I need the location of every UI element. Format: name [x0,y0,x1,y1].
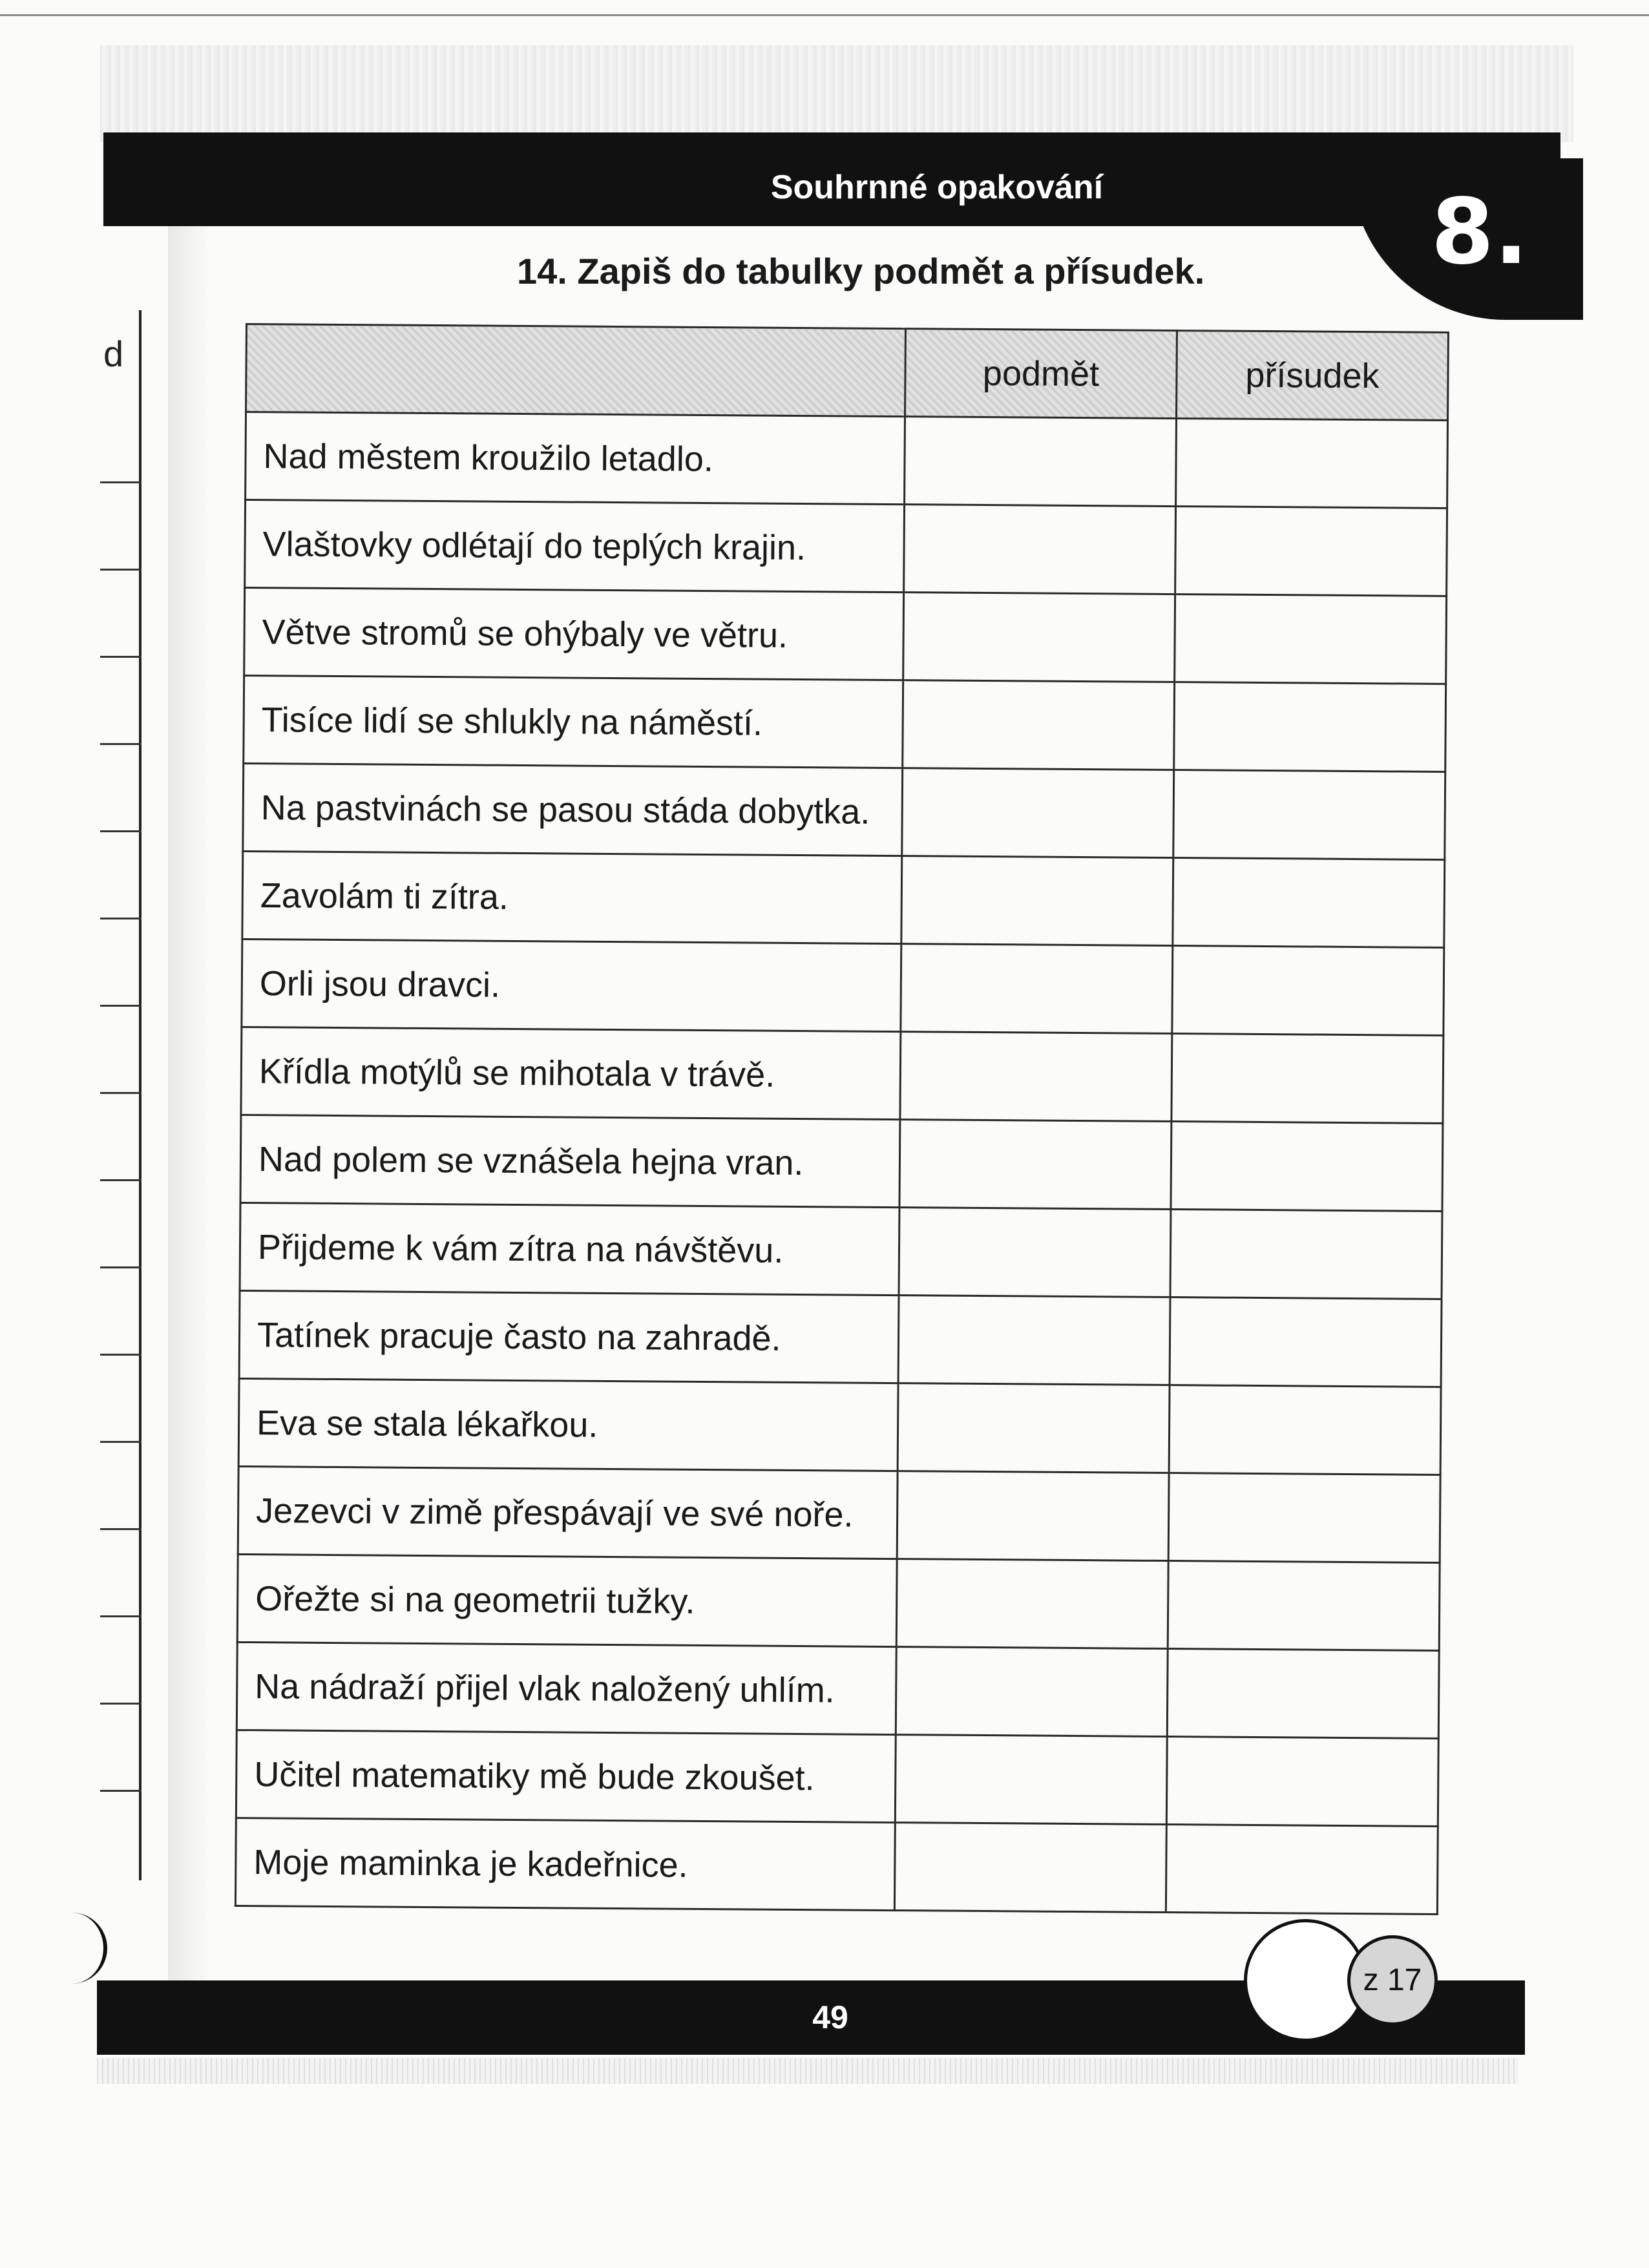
task-heading: 14. Zapiš do tabulky podmět a přísudek. [517,251,1205,291]
predicate-answer-cell[interactable] [1175,594,1447,684]
subject-answer-cell[interactable] [899,1208,1171,1297]
predicate-answer-cell[interactable] [1174,682,1446,772]
sentence-cell: Přijdeme k vám zítra na návštěvu. [240,1202,899,1295]
column-header-subject: podmět [905,329,1177,419]
sentence-cell: Nad městem kroužilo letadlo. [246,412,905,505]
scan-edge-line [0,14,1649,16]
table-row [238,1466,1440,1562]
sentence-cell: Jezevci v zimě přespávají ve své noře. [238,1466,898,1559]
predicate-answer-cell[interactable] [1171,1122,1443,1212]
subject-answer-cell[interactable] [901,944,1173,1034]
sentence-cell: Větve stromů se ohýbaly ve větru. [244,588,904,680]
subject-answer-cell[interactable] [895,1735,1167,1825]
predicate-answer-cell[interactable] [1170,1297,1442,1387]
left-page-rule [100,1790,142,1792]
column-header-predicate: přísudek [1177,331,1449,421]
left-page-rule [100,1092,142,1094]
column-header-sentence [246,324,906,417]
table-row [238,1378,1441,1475]
table-row [245,500,1447,596]
subject-answer-cell[interactable] [904,505,1176,594]
predicate-answer-cell[interactable] [1168,1473,1440,1563]
section-title: Souhrnné opakování [770,169,1104,206]
subject-answer-cell[interactable] [902,768,1174,858]
sentence-cell: Vlaštovky odlétají do teplých krajin. [245,500,905,593]
left-page-rule [100,1179,142,1181]
score-total-badge: z 17 [1347,1935,1438,2026]
table-row [235,1818,1438,1914]
left-page-rule [100,1354,142,1356]
sentence-cell: Na pastvinách se pasou stáda dobytka. [243,763,903,856]
table-row [236,1730,1438,1826]
left-page-edge [100,310,142,1880]
subject-answer-cell[interactable] [901,856,1173,946]
subject-answer-cell[interactable] [896,1647,1168,1737]
left-page-rule [100,1266,142,1268]
sentence-cell: Moje maminka je kadeřnice. [235,1818,895,1910]
subject-predicate-table [235,323,1447,1908]
predicate-answer-cell[interactable] [1171,1034,1444,1124]
table-row [240,1115,1443,1211]
subject-answer-cell[interactable] [903,593,1175,682]
sentence-cell: Křídla motýlů se mihotala v trávě. [241,1027,901,1119]
predicate-answer-cell[interactable] [1176,419,1448,509]
left-page-rule [100,1528,142,1530]
left-page-rule [100,743,142,745]
sentence-cell: Tisíce lidí se shlukly na náměstí. [244,675,903,768]
subject-answer-cell[interactable] [898,1383,1170,1473]
left-page-rule [100,1441,142,1443]
table-row [244,675,1446,772]
predicate-answer-cell[interactable] [1166,1737,1438,1827]
predicate-answer-cell[interactable] [1173,770,1445,860]
left-page-rule [100,656,142,658]
predicate-answer-cell[interactable] [1167,1649,1439,1739]
table-row [236,1642,1439,1738]
left-page-letter: d [103,333,124,374]
subject-answer-cell[interactable] [903,680,1175,770]
predicate-answer-cell[interactable] [1168,1561,1440,1651]
table-row [242,939,1444,1035]
table-row [237,1554,1440,1650]
predicate-answer-cell[interactable] [1166,1825,1438,1915]
predicate-answer-cell[interactable] [1170,1210,1442,1299]
page-texture [100,45,1573,142]
left-page-rule [100,830,142,832]
subject-answer-cell[interactable] [905,417,1177,507]
sentence-cell: Na nádraží přijel vlak naložený uhlím. [236,1642,896,1734]
table-row [242,851,1445,947]
page-number: 49 [812,1999,848,2035]
sentence-cell: Nad polem se vznášela hejna vran. [240,1115,900,1207]
table-row [240,1202,1442,1299]
subject-answer-cell[interactable] [896,1559,1168,1649]
sentence-cell: Eva se stala lékařkou. [238,1378,898,1471]
left-page-rule [100,1703,142,1705]
table-row [241,1027,1444,1123]
subject-answer-cell[interactable] [899,1120,1171,1210]
binding-shadow [168,207,207,2003]
chapter-number: 8. [1431,180,1529,285]
subject-answer-cell[interactable] [898,1296,1170,1385]
sentence-cell: Tatínek pracuje často na zahradě. [239,1290,899,1383]
predicate-answer-cell[interactable] [1173,858,1445,948]
sentence-cell: Orli jsou dravci. [242,939,901,1031]
table-row [246,412,1448,509]
left-page-rule [100,481,142,483]
left-page-rule [100,569,142,571]
predicate-answer-cell[interactable] [1169,1385,1441,1475]
left-page-rule [100,1615,142,1617]
left-page-rule [100,918,142,919]
subject-answer-cell[interactable] [897,1471,1169,1561]
table-header-row [246,324,1449,421]
sentence-cell: Učitel matematiky mě bude zkoušet. [236,1730,896,1822]
page-curl-arc [65,1913,107,1984]
table-row [243,763,1445,859]
predicate-answer-cell[interactable] [1172,946,1444,1036]
predicate-answer-cell[interactable] [1175,507,1447,596]
sentence-cell: Zavolám ti zítra. [242,851,902,943]
table-row [244,588,1447,684]
page-texture [97,2058,1518,2084]
left-page-rule [100,1005,142,1007]
subject-answer-cell[interactable] [894,1823,1166,1913]
sentence-cell: Ořežte si na geometrii tužky. [237,1554,897,1646]
subject-answer-cell[interactable] [900,1032,1172,1122]
table-row [239,1290,1442,1387]
